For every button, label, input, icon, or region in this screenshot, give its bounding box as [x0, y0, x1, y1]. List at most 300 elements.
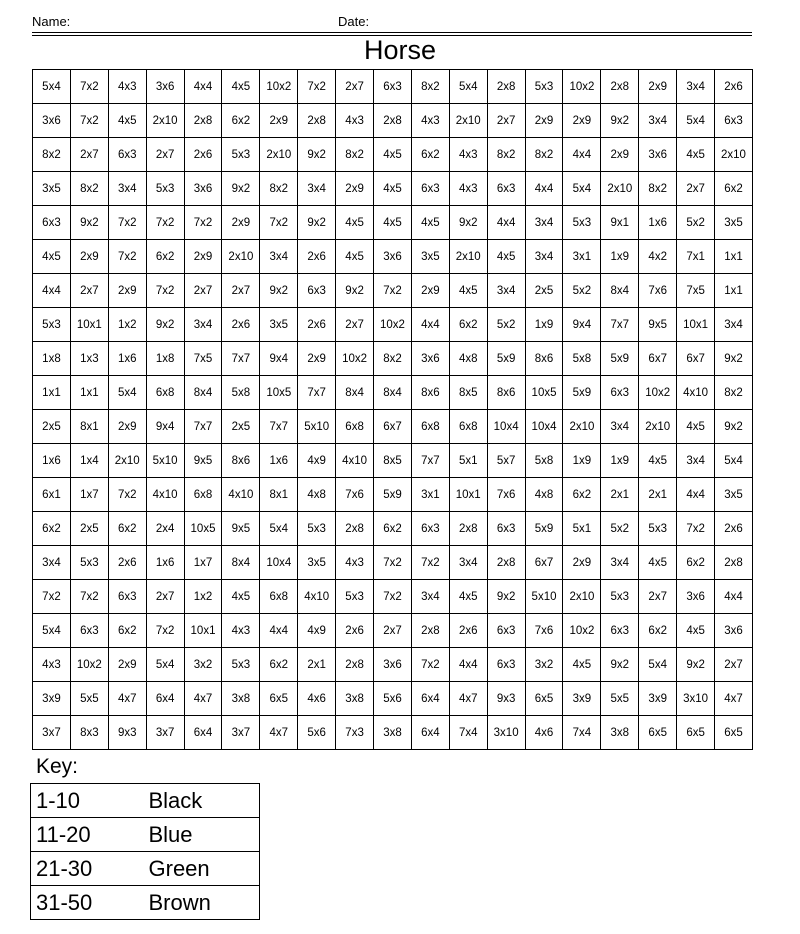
key-row: [31, 818, 260, 852]
grid-cell: 9x2: [677, 648, 715, 682]
grid-cell: 1x9: [563, 444, 601, 478]
grid-cell: 2x9: [70, 240, 108, 274]
grid-cell: 7x2: [411, 546, 449, 580]
grid-cell: 10x4: [525, 410, 563, 444]
grid-cell: 3x7: [33, 716, 71, 750]
grid-cell: 1x6: [146, 546, 184, 580]
grid-row: [33, 342, 753, 376]
grid-cell: 7x5: [677, 274, 715, 308]
grid-cell: 6x3: [715, 104, 753, 138]
grid-cell: 6x5: [715, 716, 753, 750]
grid-cell: 5x3: [33, 308, 71, 342]
grid-cell: 6x5: [525, 682, 563, 716]
grid-row: [33, 70, 753, 104]
grid-cell: 8x2: [525, 138, 563, 172]
grid-cell: 5x2: [563, 274, 601, 308]
grid-cell: 9x5: [222, 512, 260, 546]
grid-cell: 2x7: [70, 138, 108, 172]
grid-cell: 9x5: [184, 444, 222, 478]
grid-cell: 4x6: [525, 716, 563, 750]
grid-cell: 3x4: [525, 206, 563, 240]
grid-cell: 2x9: [222, 206, 260, 240]
grid-cell: 8x6: [525, 342, 563, 376]
grid-row: [33, 512, 753, 546]
grid-cell: 5x1: [563, 512, 601, 546]
grid-cell: 7x2: [108, 240, 146, 274]
grid-cell: 6x3: [108, 138, 146, 172]
grid-cell: 8x4: [184, 376, 222, 410]
grid-cell: 5x4: [108, 376, 146, 410]
grid-cell: 8x3: [70, 716, 108, 750]
grid-cell: 1x6: [260, 444, 298, 478]
grid-cell: 6x7: [677, 342, 715, 376]
grid-cell: 4x3: [411, 104, 449, 138]
grid-cell: 2x9: [260, 104, 298, 138]
grid-cell: 7x6: [639, 274, 677, 308]
grid-cell: 6x5: [260, 682, 298, 716]
grid-cell: 4x10: [222, 478, 260, 512]
grid-cell: 4x4: [715, 580, 753, 614]
grid-cell: 6x8: [449, 410, 487, 444]
grid-cell: 6x8: [411, 410, 449, 444]
grid-cell: 7x2: [108, 478, 146, 512]
grid-cell: 2x5: [33, 410, 71, 444]
grid-cell: 4x5: [374, 138, 412, 172]
key-heading: Key:: [36, 755, 79, 778]
grid-cell: 3x5: [298, 546, 336, 580]
grid-cell: 3x8: [601, 716, 639, 750]
grid-cell: 6x2: [715, 172, 753, 206]
grid-cell: 6x3: [601, 614, 639, 648]
grid-cell: 7x2: [298, 70, 336, 104]
grid-cell: 7x5: [184, 342, 222, 376]
grid-cell: 1x6: [108, 342, 146, 376]
grid-cell: 4x3: [336, 546, 374, 580]
grid-cell: 4x7: [108, 682, 146, 716]
grid-cell: 4x5: [487, 240, 525, 274]
grid-cell: 7x4: [563, 716, 601, 750]
grid-cell: 2x7: [336, 70, 374, 104]
grid-cell: 2x8: [336, 512, 374, 546]
grid-cell: 1x1: [33, 376, 71, 410]
grid-cell: 3x2: [525, 648, 563, 682]
grid-cell: 5x6: [298, 716, 336, 750]
grid-cell: 6x4: [184, 716, 222, 750]
grid-cell: 3x4: [260, 240, 298, 274]
grid-cell: 2x6: [108, 546, 146, 580]
grid-cell: 4x3: [336, 104, 374, 138]
grid-cell: 7x2: [677, 512, 715, 546]
grid-cell: 2x5: [222, 410, 260, 444]
grid-cell: 10x5: [260, 376, 298, 410]
grid-cell: 4x4: [411, 308, 449, 342]
grid-cell: 5x2: [677, 206, 715, 240]
key-color: Green: [146, 852, 260, 886]
grid-cell: 4x5: [677, 614, 715, 648]
grid-cell: 3x6: [677, 580, 715, 614]
grid-cell: 4x9: [298, 444, 336, 478]
grid-cell: 2x8: [487, 70, 525, 104]
grid-cell: 8x2: [336, 138, 374, 172]
grid-cell: 6x3: [487, 614, 525, 648]
grid-cell: 6x3: [487, 512, 525, 546]
grid-cell: 2x10: [639, 410, 677, 444]
key-color: Blue: [146, 818, 260, 852]
grid-cell: 4x4: [184, 70, 222, 104]
grid-row: [33, 682, 753, 716]
grid-cell: 9x2: [298, 206, 336, 240]
grid-cell: 2x9: [184, 240, 222, 274]
grid-cell: 3x4: [33, 546, 71, 580]
name-label: Name:: [32, 14, 71, 29]
key-row: [31, 852, 260, 886]
grid-cell: 5x4: [639, 648, 677, 682]
grid-cell: 2x8: [487, 546, 525, 580]
grid-cell: 2x6: [222, 308, 260, 342]
grid-cell: 9x2: [260, 274, 298, 308]
grid-cell: 3x4: [487, 274, 525, 308]
grid-cell: 4x5: [336, 240, 374, 274]
grid-cell: 5x3: [222, 648, 260, 682]
color-key-table: [30, 783, 260, 920]
grid-cell: 5x9: [374, 478, 412, 512]
grid-cell: 4x3: [222, 614, 260, 648]
grid-cell: 5x4: [146, 648, 184, 682]
grid-cell: 8x1: [260, 478, 298, 512]
grid-cell: 8x2: [715, 376, 753, 410]
grid-cell: 5x10: [525, 580, 563, 614]
grid-cell: 4x5: [449, 580, 487, 614]
grid-cell: 5x5: [70, 682, 108, 716]
grid-cell: 4x8: [298, 478, 336, 512]
grid-cell: 3x5: [411, 240, 449, 274]
grid-cell: 7x7: [184, 410, 222, 444]
grid-cell: 3x4: [601, 546, 639, 580]
grid-cell: 3x4: [677, 70, 715, 104]
grid-cell: 5x7: [487, 444, 525, 478]
grid-row: [33, 648, 753, 682]
grid-cell: 6x3: [601, 376, 639, 410]
grid-cell: 2x7: [222, 274, 260, 308]
grid-cell: 3x2: [184, 648, 222, 682]
grid-cell: 10x5: [525, 376, 563, 410]
key-color: Brown: [146, 886, 260, 920]
grid-cell: 3x4: [639, 104, 677, 138]
grid-cell: 10x1: [184, 614, 222, 648]
grid-cell: 6x2: [108, 512, 146, 546]
grid-cell: 2x9: [639, 70, 677, 104]
grid-cell: 1x9: [601, 444, 639, 478]
key-range: 31-50: [31, 886, 146, 920]
grid-cell: 10x2: [260, 70, 298, 104]
grid-row: [33, 716, 753, 750]
grid-cell: 2x9: [108, 274, 146, 308]
grid-cell: 5x3: [298, 512, 336, 546]
grid-cell: 4x5: [222, 70, 260, 104]
grid-cell: 6x2: [449, 308, 487, 342]
grid-cell: 6x7: [525, 546, 563, 580]
grid-cell: 2x7: [184, 274, 222, 308]
grid-cell: 4x3: [108, 70, 146, 104]
grid-cell: 6x7: [374, 410, 412, 444]
grid-cell: 6x3: [374, 70, 412, 104]
grid-cell: 5x9: [487, 342, 525, 376]
grid-cell: 3x6: [184, 172, 222, 206]
grid-cell: 5x3: [639, 512, 677, 546]
grid-cell: 1x6: [639, 206, 677, 240]
grid-cell: 4x5: [374, 172, 412, 206]
grid-cell: 5x3: [525, 70, 563, 104]
grid-cell: 7x3: [336, 716, 374, 750]
grid-cell: 3x4: [108, 172, 146, 206]
grid-row: [33, 172, 753, 206]
grid-cell: 2x10: [260, 138, 298, 172]
grid-cell: 1x8: [33, 342, 71, 376]
grid-cell: 4x5: [108, 104, 146, 138]
grid-cell: 3x5: [33, 172, 71, 206]
grid-cell: 6x2: [411, 138, 449, 172]
grid-cell: 9x4: [260, 342, 298, 376]
grid-cell: 3x4: [298, 172, 336, 206]
key-range: 1-10: [31, 784, 146, 818]
grid-cell: 2x8: [601, 70, 639, 104]
grid-cell: 6x3: [411, 512, 449, 546]
grid-cell: 2x8: [715, 546, 753, 580]
grid-cell: 9x3: [487, 682, 525, 716]
grid-cell: 6x3: [298, 274, 336, 308]
grid-cell: 2x7: [146, 580, 184, 614]
grid-cell: 2x1: [601, 478, 639, 512]
grid-cell: 5x10: [146, 444, 184, 478]
grid-cell: 5x3: [336, 580, 374, 614]
grid-cell: 5x8: [525, 444, 563, 478]
grid-cell: 2x10: [108, 444, 146, 478]
grid-cell: 2x10: [563, 580, 601, 614]
grid-cell: 2x10: [563, 410, 601, 444]
grid-cell: 2x7: [715, 648, 753, 682]
page-title: Horse: [363, 35, 437, 65]
grid-cell: 7x7: [222, 342, 260, 376]
grid-cell: 8x4: [374, 376, 412, 410]
grid-cell: 2x7: [677, 172, 715, 206]
grid-cell: 7x6: [336, 478, 374, 512]
grid-cell: 4x4: [260, 614, 298, 648]
grid-cell: 7x4: [449, 716, 487, 750]
grid-cell: 8x2: [411, 70, 449, 104]
grid-cell: 5x8: [563, 342, 601, 376]
date-label: Date:: [338, 14, 370, 29]
grid-cell: 2x10: [449, 240, 487, 274]
grid-cell: 7x2: [374, 274, 412, 308]
grid-cell: 9x3: [108, 716, 146, 750]
grid-cell: 3x7: [146, 716, 184, 750]
grid-cell: 5x4: [449, 70, 487, 104]
grid-cell: 3x4: [601, 410, 639, 444]
grid-cell: 2x8: [298, 104, 336, 138]
grid-cell: 7x2: [70, 580, 108, 614]
grid-cell: 7x7: [411, 444, 449, 478]
grid-cell: 2x9: [411, 274, 449, 308]
grid-cell: 4x3: [449, 172, 487, 206]
grid-cell: 2x8: [411, 614, 449, 648]
grid-cell: 10x5: [184, 512, 222, 546]
grid-cell: 7x2: [146, 206, 184, 240]
grid-cell: 9x2: [601, 648, 639, 682]
grid-cell: 10x2: [639, 376, 677, 410]
grid-cell: 2x8: [449, 512, 487, 546]
grid-cell: 1x2: [108, 308, 146, 342]
grid-cell: 7x2: [260, 206, 298, 240]
grid-cell: 5x2: [601, 512, 639, 546]
grid-cell: 3x4: [449, 546, 487, 580]
grid-cell: 2x7: [146, 138, 184, 172]
grid-cell: 6x5: [677, 716, 715, 750]
grid-cell: 2x5: [525, 274, 563, 308]
grid-cell: 1x1: [715, 240, 753, 274]
grid-cell: 9x2: [70, 206, 108, 240]
grid-cell: 10x1: [70, 308, 108, 342]
grid-cell: 6x3: [487, 172, 525, 206]
grid-cell: 2x6: [298, 308, 336, 342]
grid-cell: 9x2: [298, 138, 336, 172]
grid-cell: 4x10: [336, 444, 374, 478]
grid-cell: 10x2: [336, 342, 374, 376]
grid-cell: 3x4: [525, 240, 563, 274]
grid-cell: 7x2: [411, 648, 449, 682]
grid-cell: 9x2: [601, 104, 639, 138]
grid-row: [33, 444, 753, 478]
grid-cell: 2x7: [487, 104, 525, 138]
grid-cell: 7x2: [70, 104, 108, 138]
grid-cell: 5x5: [601, 682, 639, 716]
grid-row: [33, 274, 753, 308]
grid-cell: 2x9: [563, 104, 601, 138]
grid-cell: 2x9: [108, 410, 146, 444]
grid-cell: 6x2: [639, 614, 677, 648]
grid-cell: 8x2: [487, 138, 525, 172]
grid-cell: 6x3: [108, 580, 146, 614]
grid-cell: 2x6: [715, 512, 753, 546]
grid-cell: 6x4: [146, 682, 184, 716]
grid-cell: 7x2: [33, 580, 71, 614]
grid-cell: 4x5: [33, 240, 71, 274]
grid-row: [33, 376, 753, 410]
grid-cell: 9x2: [715, 410, 753, 444]
key-color: Black: [146, 784, 260, 818]
grid-cell: 5x2: [487, 308, 525, 342]
grid-cell: 7x2: [184, 206, 222, 240]
grid-cell: 7x2: [146, 614, 184, 648]
grid-cell: 6x3: [411, 172, 449, 206]
grid-cell: 6x3: [33, 206, 71, 240]
grid-cell: 1x1: [70, 376, 108, 410]
grid-cell: 4x7: [449, 682, 487, 716]
puzzle-grid: [32, 69, 753, 750]
grid-cell: 7x2: [374, 580, 412, 614]
grid-cell: 9x2: [449, 206, 487, 240]
grid-cell: 8x4: [222, 546, 260, 580]
grid-cell: 2x8: [374, 104, 412, 138]
grid-cell: 4x10: [146, 478, 184, 512]
grid-cell: 2x6: [715, 70, 753, 104]
grid-cell: 1x2: [184, 580, 222, 614]
grid-row: [33, 240, 753, 274]
grid-cell: 7x2: [108, 206, 146, 240]
grid-cell: 8x6: [487, 376, 525, 410]
grid-cell: 7x7: [601, 308, 639, 342]
grid-cell: 2x9: [601, 138, 639, 172]
grid-cell: 10x1: [677, 308, 715, 342]
grid-cell: 7x2: [70, 70, 108, 104]
grid-cell: 3x5: [715, 206, 753, 240]
grid-cell: 2x8: [336, 648, 374, 682]
grid-cell: 2x10: [449, 104, 487, 138]
grid-cell: 10x2: [563, 614, 601, 648]
grid-cell: 6x2: [108, 614, 146, 648]
grid-cell: 6x3: [487, 648, 525, 682]
grid-cell: 10x2: [374, 308, 412, 342]
grid-cell: 5x3: [222, 138, 260, 172]
key-range: 11-20: [31, 818, 146, 852]
grid-cell: 9x2: [336, 274, 374, 308]
grid-cell: 9x1: [601, 206, 639, 240]
grid-row: [33, 614, 753, 648]
grid-cell: 4x4: [33, 274, 71, 308]
grid-cell: 5x3: [601, 580, 639, 614]
grid-cell: 3x9: [563, 682, 601, 716]
grid-cell: 2x10: [601, 172, 639, 206]
grid-cell: 10x2: [563, 70, 601, 104]
grid-cell: 2x6: [449, 614, 487, 648]
grid-cell: 6x5: [639, 716, 677, 750]
grid-cell: 3x10: [487, 716, 525, 750]
grid-cell: 6x8: [336, 410, 374, 444]
grid-cell: 1x6: [33, 444, 71, 478]
grid-cell: 7x7: [260, 410, 298, 444]
grid-cell: 2x10: [146, 104, 184, 138]
grid-cell: 5x3: [70, 546, 108, 580]
grid-cell: 5x3: [563, 206, 601, 240]
grid-cell: 6x8: [260, 580, 298, 614]
grid-row: [33, 104, 753, 138]
grid-cell: 4x5: [222, 580, 260, 614]
grid-cell: 4x8: [449, 342, 487, 376]
grid-cell: 8x2: [33, 138, 71, 172]
grid-cell: 8x5: [374, 444, 412, 478]
grid-cell: 4x5: [374, 206, 412, 240]
grid-cell: 3x4: [184, 308, 222, 342]
grid-cell: 8x2: [70, 172, 108, 206]
grid-cell: 4x9: [298, 614, 336, 648]
grid-cell: 6x2: [677, 546, 715, 580]
grid-cell: 1x9: [601, 240, 639, 274]
grid-cell: 3x5: [715, 478, 753, 512]
grid-cell: 3x4: [715, 308, 753, 342]
grid-cell: 2x1: [639, 478, 677, 512]
grid-cell: 8x6: [222, 444, 260, 478]
grid-cell: 4x5: [639, 444, 677, 478]
grid-cell: 3x4: [411, 580, 449, 614]
grid-cell: 2x7: [70, 274, 108, 308]
grid-cell: 3x6: [146, 70, 184, 104]
grid-cell: 4x7: [260, 716, 298, 750]
grid-cell: 4x7: [184, 682, 222, 716]
grid-cell: 9x2: [146, 308, 184, 342]
grid-cell: 2x6: [184, 138, 222, 172]
grid-cell: 4x4: [563, 138, 601, 172]
grid-cell: 1x9: [525, 308, 563, 342]
grid-cell: 2x10: [715, 138, 753, 172]
